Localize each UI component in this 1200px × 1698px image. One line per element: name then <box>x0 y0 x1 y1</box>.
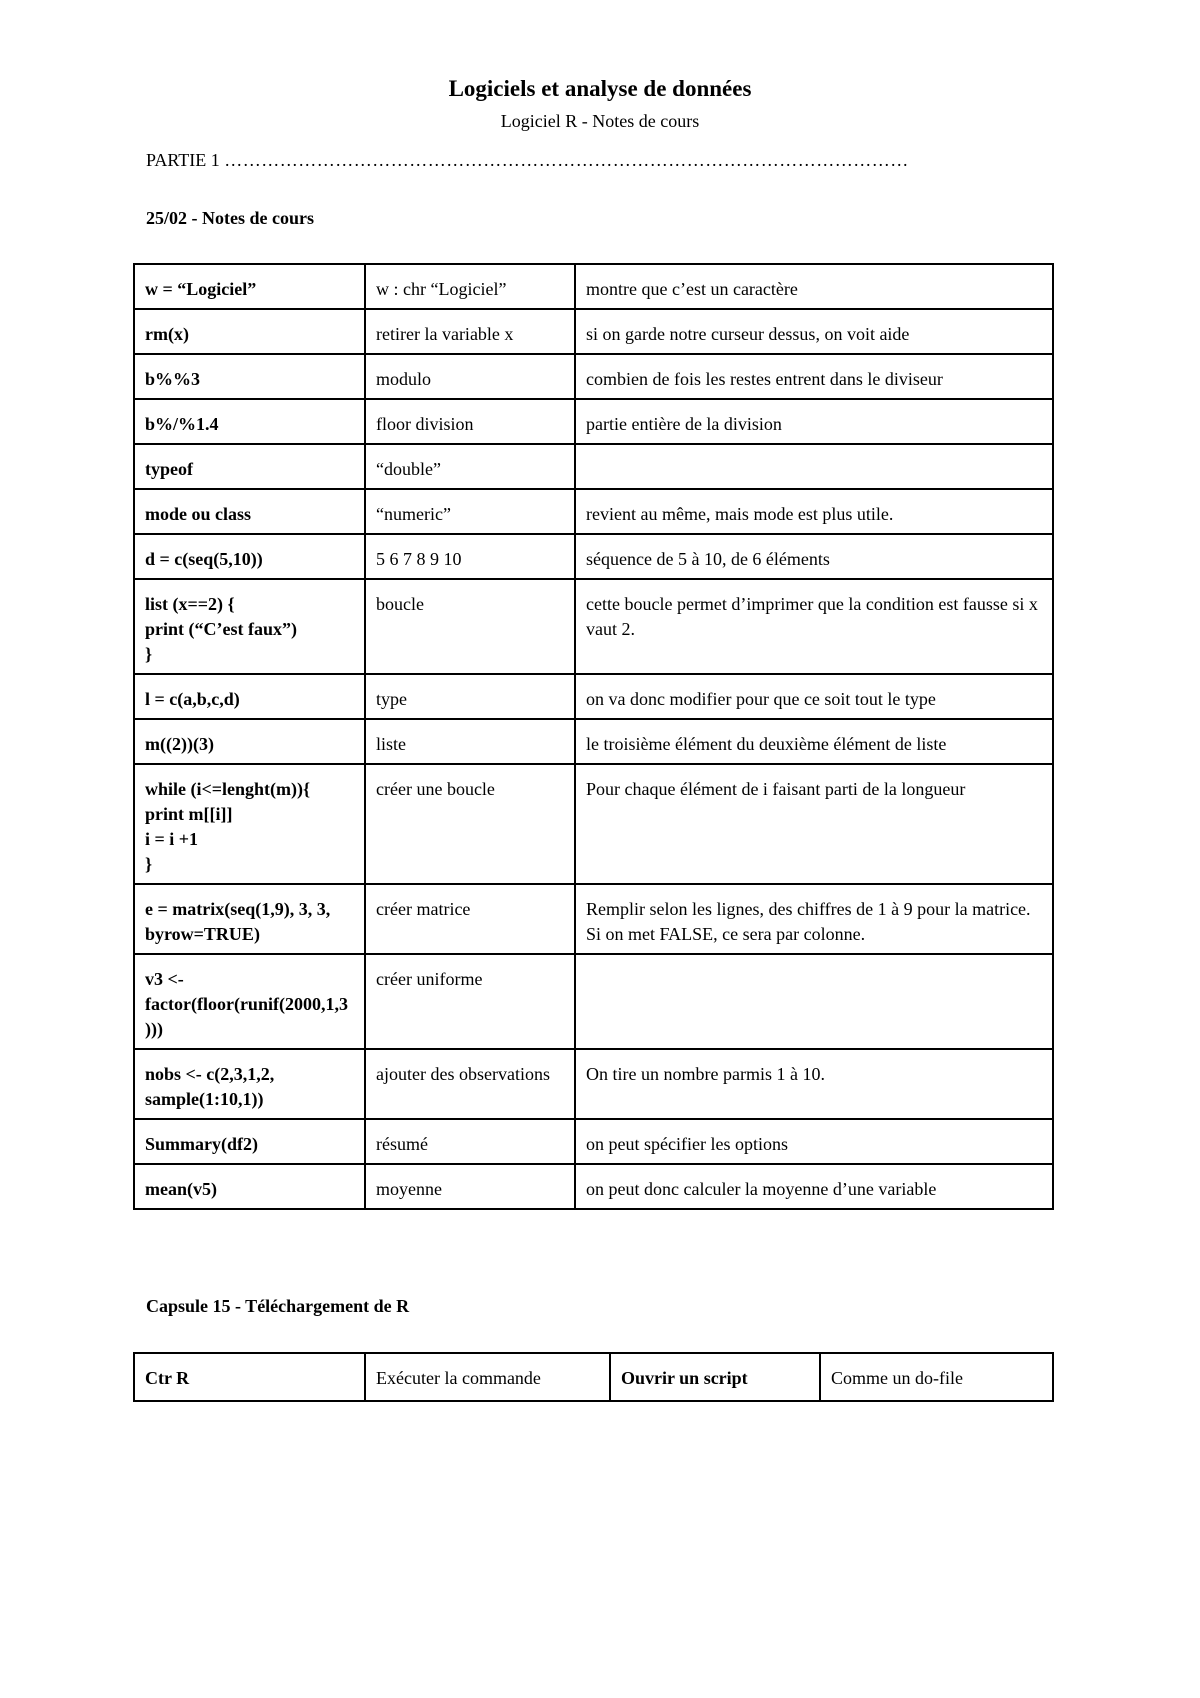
code-line: print m[[i]] <box>145 804 233 824</box>
code-line: print (“C’est faux”) <box>145 619 297 639</box>
code-cell <box>134 309 365 354</box>
meaning-cell: moyenne <box>365 1164 575 1209</box>
code-line: rm(x) <box>145 324 189 344</box>
code-cell <box>134 579 365 674</box>
code-line: i = i +1 <box>145 829 199 849</box>
code-cell <box>134 489 365 534</box>
code-cell <box>134 764 365 884</box>
meaning-cell: liste <box>365 719 575 764</box>
table-row <box>134 954 1053 1049</box>
table-row <box>134 264 1053 309</box>
meaning-cell: boucle <box>365 579 575 674</box>
comment-cell: revient au même, mais mode est plus utile. <box>575 489 1053 534</box>
shortcut-action-cell: Exécuter la commande <box>365 1353 610 1401</box>
table-row <box>134 399 1053 444</box>
document-title: Logiciels et analyse de données <box>448 76 752 101</box>
comment-cell: On tire un nombre parmis 1 à 10. <box>575 1049 1053 1119</box>
comment-cell: combien de fois les restes entrent dans le diviseur <box>575 354 1053 399</box>
comment-cell: on va donc modifier pour que ce soit tout le type <box>575 674 1053 719</box>
code-line: list (x==2) { <box>145 594 235 614</box>
code-cell <box>134 534 365 579</box>
table-row <box>134 1164 1053 1209</box>
comment-cell: Remplir selon les lignes, des chiffres de 1 à 9 pour la matrice. Si on met FALSE, ce sera par colonne. <box>575 884 1053 954</box>
shortcuts-row <box>134 1353 1053 1401</box>
code-cell <box>134 1049 365 1119</box>
code-cell <box>134 954 365 1049</box>
meaning-cell: créer uniforme <box>365 954 575 1049</box>
code-line: } <box>145 644 153 664</box>
code-line: while (i<=lenght(m)){ <box>145 779 311 799</box>
shortcuts-table <box>133 1352 1054 1402</box>
meaning-cell: ajouter des observations <box>365 1049 575 1119</box>
shortcut-key-cell: Ctr R <box>134 1353 365 1401</box>
code-cell <box>134 1164 365 1209</box>
notes-table <box>133 263 1054 1210</box>
notes-table-body <box>134 264 1053 1209</box>
code-line: e = matrix(seq(1,9), 3, 3, byrow=TRUE) <box>145 899 331 944</box>
code-line: } <box>145 854 153 874</box>
meaning-cell: résumé <box>365 1119 575 1164</box>
code-line: w = “Logiciel” <box>145 279 257 299</box>
code-line: mean(v5) <box>145 1179 217 1199</box>
partie-dots: ………………………………………………………………………………………………… <box>224 150 909 170</box>
meaning-cell: 5 6 7 8 9 10 <box>365 534 575 579</box>
meaning-cell: “double” <box>365 444 575 489</box>
code-cell <box>134 264 365 309</box>
partie-label: PARTIE 1 <box>146 150 220 170</box>
table-row <box>134 534 1053 579</box>
meaning-cell: type <box>365 674 575 719</box>
code-cell <box>134 1119 365 1164</box>
code-line: d = c(seq(5,10)) <box>145 549 263 569</box>
table-row <box>134 1049 1053 1119</box>
shortcut-note-cell: Comme un do-file <box>820 1353 1053 1401</box>
table-row <box>134 1119 1053 1164</box>
code-line: b%%3 <box>145 369 201 389</box>
table-row <box>134 719 1053 764</box>
meaning-cell: créer une boucle <box>365 764 575 884</box>
code-line: typeof <box>145 459 193 479</box>
table-row <box>134 354 1053 399</box>
table-row <box>134 309 1053 354</box>
table-row <box>134 764 1053 884</box>
code-line: mode ou class <box>145 504 252 524</box>
meaning-cell: floor division <box>365 399 575 444</box>
comment-cell: si on garde notre curseur dessus, on voit aide <box>575 309 1053 354</box>
comment-cell: le troisième élément du deuxième élément de liste <box>575 719 1053 764</box>
capsule-section-heading: Capsule 15 - Téléchargement de R <box>146 1296 410 1316</box>
comment-cell: Pour chaque élément de i faisant parti de la longueur <box>575 764 1053 884</box>
comment-cell: partie entière de la division <box>575 399 1053 444</box>
meaning-cell: w : chr “Logiciel” <box>365 264 575 309</box>
shortcut-item-cell: Ouvrir un script <box>610 1353 820 1401</box>
table-row <box>134 489 1053 534</box>
table-row <box>134 444 1053 489</box>
document-subtitle: Logiciel R - Notes de cours <box>500 111 700 131</box>
meaning-cell: retirer la variable x <box>365 309 575 354</box>
code-cell <box>134 884 365 954</box>
table-row <box>134 674 1053 719</box>
comment-cell <box>575 954 1053 1049</box>
comment-cell: montre que c’est un caractère <box>575 264 1053 309</box>
comment-cell: on peut spécifier les options <box>575 1119 1053 1164</box>
code-line: v3 <- factor(floor(runif(2000,1,3 ))) <box>145 969 348 1039</box>
code-line: Summary(df2) <box>145 1134 258 1154</box>
code-line: nobs <- c(2,3,1,2, sample(1:10,1)) <box>145 1064 275 1109</box>
comment-cell: séquence de 5 à 10, de 6 éléments <box>575 534 1053 579</box>
notes-section-heading: 25/02 - Notes de cours <box>146 208 314 228</box>
code-line: b%/%1.4 <box>145 414 219 434</box>
code-line: m((2))(3) <box>145 734 214 754</box>
code-cell <box>134 354 365 399</box>
code-cell <box>134 444 365 489</box>
code-cell <box>134 674 365 719</box>
meaning-cell: créer matrice <box>365 884 575 954</box>
table-row <box>134 884 1053 954</box>
code-cell <box>134 399 365 444</box>
code-line: l = c(a,b,c,d) <box>145 689 240 709</box>
partie-heading <box>146 150 1061 171</box>
code-cell <box>134 719 365 764</box>
meaning-cell: “numeric” <box>365 489 575 534</box>
table-row <box>134 579 1053 674</box>
meaning-cell: modulo <box>365 354 575 399</box>
comment-cell <box>575 444 1053 489</box>
comment-cell: cette boucle permet d’imprimer que la condition est fausse si x vaut 2. <box>575 579 1053 674</box>
comment-cell: on peut donc calculer la moyenne d’une variable <box>575 1164 1053 1209</box>
